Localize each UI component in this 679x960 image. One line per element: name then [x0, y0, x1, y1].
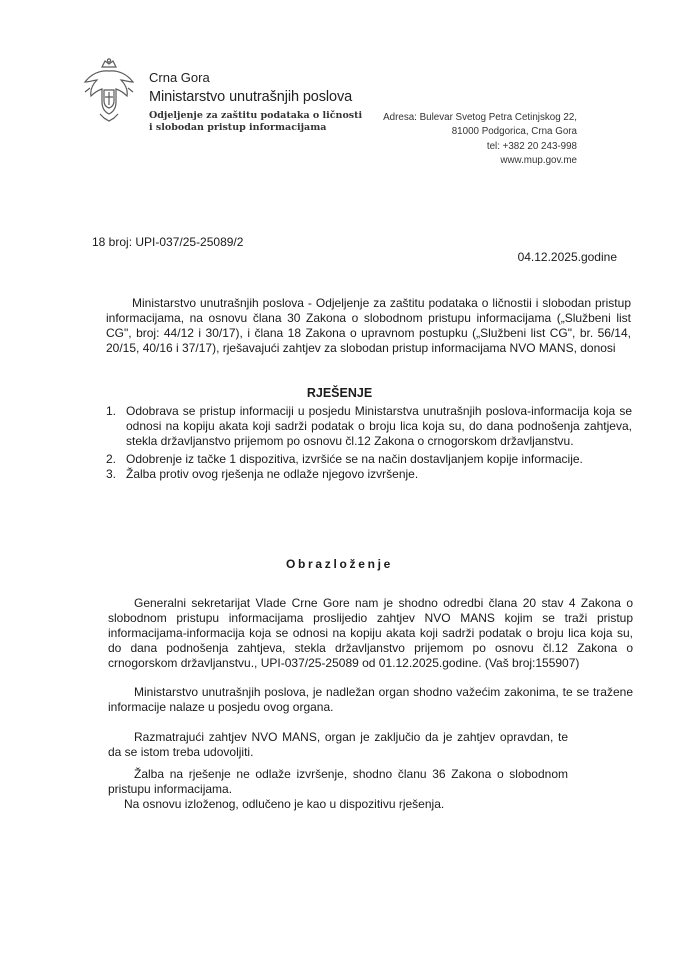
decision-list	[92, 404, 632, 482]
department-line-1: Odjeljenje za zaštitu podataka o ličnosti	[149, 110, 363, 121]
decision-item	[92, 452, 632, 467]
decision-item-text: Odobrenje iz tačke 1 dispozitiva, izvršiće se na način dostavljanjem kopije informacije.	[126, 452, 583, 466]
address-line-2: 81000 Podgorica, Crna Gora	[451, 126, 577, 138]
reasoning-paragraph: Generalni sekretarijat Vlade Crne Gore nam je shodno odredbi člana 20 stav 4 Zakona o slobodnom pristupu informacijama proslijedio zahtjev NVO MANS kojim se traži pristup informacijama-informacija koja se odnosi na kopiju akata koji sadrži podatak o broju lica koja su, do dana podnošenja zahtjeva, stekla državljanstvo prijemom po osnovu čl.12 Zakona o crnogorskom državljanstvu., UPI-037/25-25089 od 01.12.2025.godine. (Vaš broj:155907)	[108, 596, 633, 670]
decision-title: RJEŠENJE	[306, 386, 373, 400]
reasoning-paragraph: Žalba na rješenje ne odlaže izvršenje, shodno članu 36 Zakona o slobodnom pristupu informacijama.	[108, 767, 568, 796]
decision-item-text: Odobrava se pristup informaciji u posjedu Ministarstva unutrašnjih poslova-informacija koja se odnosi na kopiju akata koji sadrži podatak o broju lica koja su, do dana podnošenja zahtjeva, stekla državljanstvo prijemom po osnovu čl.12 Zakona o crnogorskom državljanstvu.	[126, 404, 632, 448]
reasoning-paragraph: Razmatrajući zahtjev NVO MANS, organ je zaključio da je zahtjev opravdan, te da se istom treba udovoljiti.	[108, 730, 568, 759]
reasoning-title: Obrazloženje	[285, 557, 394, 571]
department-name	[149, 110, 369, 134]
decision-item	[92, 467, 632, 482]
website: www.mup.gov.me	[500, 155, 577, 167]
decision-item-number: 3.	[106, 467, 117, 481]
coat-of-arms-emblem	[82, 58, 136, 122]
reference-number: 18 broj: UPI-037/25-25089/2	[92, 235, 244, 249]
ministry-name: Ministarstvo unutrašnjih poslova	[149, 89, 353, 105]
intro-paragraph: Ministarstvo unutrašnjih poslova - Odjeljenje za zaštitu podataka o ličnostii i slobodan pristup informacijama, na osnovu člana 30 Zakona o slobodnom pristupu informacijama („Službeni list CG", broj: 44/12 i 30/17), i člana 18 Zakona o upravnom postupku („Službeni list CG", br. 56/14, 20/15, 40/16 i 37/17), rješavajući zahtjev za slobodan pristup informacijama NVO MANS, donosi	[106, 296, 631, 355]
document-date: 04.12.2025.godine	[517, 250, 617, 264]
country-name: Crna Gora	[149, 70, 210, 85]
reasoning-paragraph: Ministarstvo unutrašnjih poslova, je nadležan organ shodno važećim zakonima, te se tražene informacije nalaze u posjedu ovog organa.	[108, 685, 633, 714]
reasoning-paragraph: Na osnovu izloženog, odlučeno je kao u dispozitivu rješenja.	[124, 797, 445, 811]
department-line-2: i slobodan pristup informacijama	[149, 122, 327, 133]
decision-item-number: 1.	[106, 404, 117, 418]
address-line-1: Adresa: Bulevar Svetog Petra Cetinjskog 22,	[383, 112, 577, 123]
phone: tel: +382 20 243-998	[486, 140, 577, 152]
decision-item-text: Žalba protiv ovog rješenja ne odlaže njegovo izvršenje.	[126, 467, 419, 481]
decision-item-number: 2.	[106, 452, 117, 466]
decision-item	[92, 404, 632, 449]
contact-block	[383, 111, 577, 169]
